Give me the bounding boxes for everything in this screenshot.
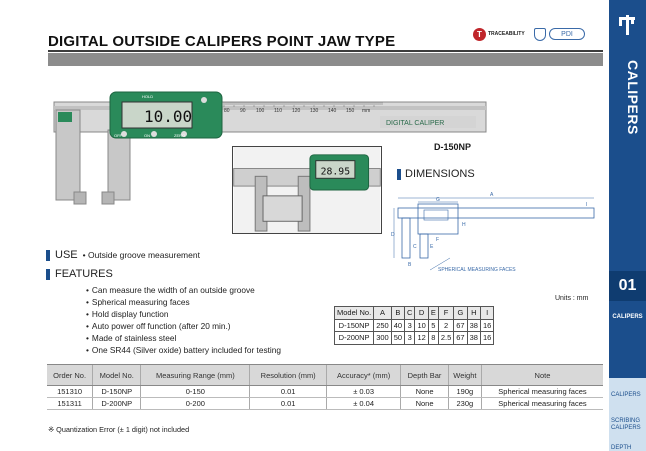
table-cell: 8 <box>428 332 438 345</box>
table-cell: Spherical measuring faces <box>481 398 603 410</box>
title-rule <box>48 50 603 52</box>
spec-table <box>47 364 603 410</box>
table-cell: 67 <box>454 319 467 332</box>
table-cell: 12 <box>415 332 428 345</box>
table-header: H <box>467 307 480 320</box>
features-label: FEATURES <box>55 268 113 280</box>
table-cell: 190g <box>448 386 481 398</box>
table-cell: D-200NP <box>335 332 374 345</box>
scale-tick-label: 150 <box>346 108 355 114</box>
display-reading: 10.00 <box>144 107 193 126</box>
heading-marker <box>46 269 50 280</box>
footnote: ※ Quantization Error (± 1 digit) not included <box>48 425 190 434</box>
table-cell: D-150NP <box>335 319 374 332</box>
title-band <box>48 53 603 66</box>
table-cell: 0.01 <box>250 398 327 410</box>
scale-tick-label: 120 <box>292 108 301 114</box>
use-value: • Outside groove measurement <box>82 250 200 260</box>
sidebar-subnav <box>609 378 646 451</box>
table-header: F <box>438 307 453 320</box>
dim-letter-b: B <box>408 262 412 268</box>
table-row <box>335 319 494 332</box>
dimension-drawing <box>390 186 600 282</box>
table-cell: 3 <box>405 332 415 345</box>
dim-letter-d: D <box>391 232 395 238</box>
dimensions-heading <box>397 168 475 180</box>
table-cell: 38 <box>467 319 480 332</box>
table-cell: D-200NP <box>93 398 141 410</box>
model-label: D-150NP <box>434 142 472 152</box>
scale-tick-label: 80 <box>224 108 230 114</box>
traceability-icon: T <box>473 28 486 41</box>
table-row <box>47 386 603 398</box>
btn-label-off: OFF <box>114 133 122 138</box>
table-cell: 250 <box>374 319 392 332</box>
table-cell: 2 <box>438 319 453 332</box>
table-header: Resolution (mm) <box>250 365 327 386</box>
table-cell: 2.5 <box>438 332 453 345</box>
feature-item: • Hold display function <box>86 308 281 320</box>
table-row <box>335 332 494 345</box>
detail-inset-image <box>232 146 382 234</box>
pdi-text: PDI <box>549 28 585 40</box>
table-header-row <box>47 365 603 386</box>
traceability-text: TRACEABILITY <box>488 31 525 37</box>
scale-tick-label: 140 <box>328 108 337 114</box>
btn-label-on: ON <box>144 133 150 138</box>
scale-unit: mm <box>362 108 371 114</box>
table-cell: 5 <box>428 319 438 332</box>
dim-letter-f: F <box>436 237 440 243</box>
dim-letter-c: C <box>413 244 417 250</box>
use-label: USE <box>55 249 78 261</box>
caliper-icon <box>617 14 637 36</box>
table-header: Model No. <box>335 307 374 320</box>
table-cell: 67 <box>454 332 467 345</box>
table-header-row <box>335 307 494 320</box>
scale-tick-label: 130 <box>310 108 319 114</box>
sidebar-item-calipers[interactable]: CALIPERS <box>611 392 641 398</box>
btn-label-zero: ZERO <box>174 133 186 138</box>
table-header: Model No. <box>93 365 141 386</box>
scale-tick-label: 110 <box>274 108 282 114</box>
features-section <box>46 268 113 280</box>
feature-item: • Auto power off function (after 20 min.) <box>86 320 281 332</box>
dim-letter-g: G <box>436 197 440 203</box>
table-cell: 0-150 <box>141 386 250 398</box>
table-cell: 16 <box>480 319 493 332</box>
table-cell: None <box>401 386 449 398</box>
feature-item: • Spherical measuring faces <box>86 296 281 308</box>
table-cell: 16 <box>480 332 493 345</box>
features-list <box>86 284 281 357</box>
sidebar-category: CALIPERS <box>625 60 641 135</box>
table-cell: None <box>401 398 449 410</box>
section-label: CALIPERS <box>612 314 643 320</box>
table-header: D <box>415 307 428 320</box>
table-cell: D-150NP <box>93 386 141 398</box>
table-cell: 151311 <box>47 398 93 410</box>
dim-letter-a: A <box>490 192 494 198</box>
use-text: Outside groove measurement <box>87 250 200 260</box>
table-cell: 0-200 <box>141 398 250 410</box>
table-header: C <box>405 307 415 320</box>
feature-item: • One SR44 (Silver oxide) battery included for testing <box>86 344 281 356</box>
dim-letter-h: H <box>462 222 466 228</box>
table-cell: 0.01 <box>250 386 327 398</box>
table-cell: 300 <box>374 332 392 345</box>
dimensions-title: DIMENSIONS <box>405 168 475 180</box>
dimensions-table <box>334 306 494 345</box>
table-header: G <box>454 307 467 320</box>
table-cell: 38 <box>467 332 480 345</box>
shield-icon <box>534 28 546 41</box>
sidebar-item-scribing-calipers[interactable]: SCRIBING CALIPERS <box>611 418 641 431</box>
table-row <box>47 398 603 410</box>
feature-item: • Made of stainless steel <box>86 332 281 344</box>
heading-marker <box>397 169 401 180</box>
table-cell: 50 <box>391 332 404 345</box>
table-header: Weight <box>448 365 481 386</box>
sidebar-item-depth[interactable]: DEPTH <box>611 445 632 451</box>
section-number: 01 <box>609 271 646 301</box>
scale-tick-label: 90 <box>240 108 246 114</box>
feature-item: • Can measure the width of an outside groove <box>86 284 281 296</box>
btn-label-hold: HOLD <box>142 94 154 99</box>
table-cell: 40 <box>391 319 404 332</box>
units-label: Units : mm <box>555 295 589 302</box>
table-cell: 151310 <box>47 386 93 398</box>
use-section <box>46 249 200 261</box>
table-header: Order No. <box>47 365 93 386</box>
table-header: B <box>391 307 404 320</box>
heading-marker <box>46 250 50 261</box>
table-header: I <box>480 307 493 320</box>
traceability-logo <box>473 27 525 41</box>
table-cell: Spherical measuring faces <box>481 386 603 398</box>
table-cell: 230g <box>448 398 481 410</box>
scale-tick-label: 100 <box>256 108 265 114</box>
table-cell: 3 <box>405 319 415 332</box>
table-header: Depth Bar <box>401 365 449 386</box>
brand-text: DIGITAL CALIPER <box>386 120 445 127</box>
table-cell: ± 0.04 <box>326 398 400 410</box>
table-cell: 10 <box>415 319 428 332</box>
table-cell: ± 0.03 <box>326 386 400 398</box>
page-title: DIGITAL OUTSIDE CALIPERS POINT JAW TYPE <box>48 33 396 50</box>
table-header: E <box>428 307 438 320</box>
table-header: Measuring Range (mm) <box>141 365 250 386</box>
table-header: A <box>374 307 392 320</box>
spherical-faces-label: SPHERICAL MEASURING FACES <box>438 267 516 273</box>
table-header: Accuracy* (mm) <box>326 365 400 386</box>
pdi-logo <box>534 27 596 41</box>
detail-display-reading: 28.95 <box>320 166 351 178</box>
dim-letter-i: I <box>586 202 588 208</box>
dim-letter-e: E <box>430 244 434 250</box>
table-header: Note <box>481 365 603 386</box>
